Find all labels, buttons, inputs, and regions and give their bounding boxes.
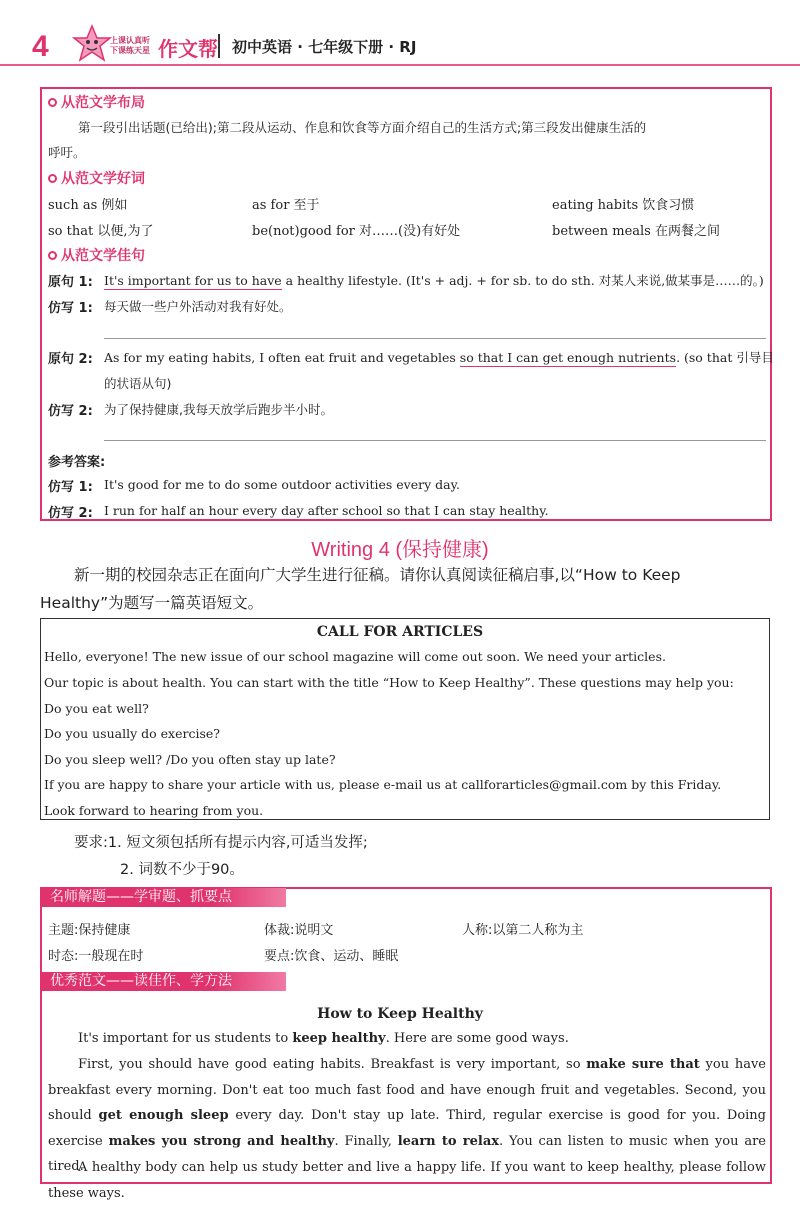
original-sentence-2-note: 的状语从句) [104,376,172,391]
imitation-2-label: 仿写 2: [48,404,93,419]
book-title: 初中英语 · 七年级下册 · RJ [232,38,417,56]
call-line: Do you sleep well? /Do you often stay up late? [44,752,336,767]
layout-text-line1: 第一段引出话题(已给出);第二段从运动、作息和饮食等方面介绍自己的生活方式;第三段发出健康生活的 [78,120,647,135]
original-sentence-1-label: 原句 1: [48,275,93,290]
layout-heading: 从范文学布局 [48,92,145,112]
brand-divider [218,34,220,58]
header-rule [0,64,800,66]
analysis-band-title: 名师解题——学审题、抓要点 [42,888,286,907]
answer-2-label: 仿写 2: [48,506,93,521]
phrase: eating habits 饮食习惯 [552,198,695,213]
original-sentence-2-label: 原句 2: [48,352,93,367]
theme-row: 主题:保持健康 [48,923,131,938]
circle-bullet-icon [48,251,57,260]
mascot-logo-icon [72,24,112,64]
imitation-2-prompt: 为了保持健康,我每天放学后跑步半小时。 [104,402,333,417]
original-sentence-1: It's important for us to have a healthy lifestyle. (It's + adj. + for sb. to do sth. 对某人来说,做某事是……的。) [104,273,764,288]
writing-intro-line2: Healthy”为题写一篇英语短文。 [40,594,264,612]
writing-intro-line1: 新一期的校园杂志正在面向广大学生进行征稿。请你认真阅读征稿启事,以“How to Keep [74,566,681,584]
model-essay-title: How to Keep Healthy [317,1006,483,1022]
brand-name: 作文帮 [158,37,218,61]
answer-1-label: 仿写 1: [48,480,93,495]
requirement-2: 2. 词数不少于90。 [120,862,244,878]
model-band-title: 优秀范文——读佳作、学方法 [42,972,286,991]
call-for-articles-title: CALL FOR ARTICLES [316,624,484,640]
circle-bullet-icon [48,98,57,107]
circle-bullet-icon [48,174,57,183]
answers-heading: 参考答案: [48,455,106,470]
original-sentence-2: As for my eating habits, I often eat fruit and vegetables so that I can get enough nutrients. (so that 引导目 [104,350,774,365]
call-line: Do you usually do exercise? [44,726,220,741]
call-line: If you are happy to share your article with us, please e-mail us at callforarticles@gmail.com by this Friday. [44,777,722,792]
imitation-1-label: 仿写 1: [48,301,93,316]
phrase: so that 以便,为了 [48,224,154,239]
call-line: Our topic is about health. You can start with the title “How to Keep Healthy”. These questions may help you: [44,675,734,690]
tense-row: 时态:一般现在时 [48,949,144,964]
phrase: between meals 在两餐之间 [552,224,720,239]
points-row: 要点:饮食、运动、睡眠 [264,949,399,964]
call-line: Hello, everyone! The new issue of our school magazine will come out soon. We need your articles. [44,649,666,664]
page-number: 4 [32,30,49,63]
phrase: be(not)good for 对……(没)有好处 [252,224,461,239]
model-paragraph-3: A healthy body can help us study better and live a happy life. If you want to keep healthy, please follow these ways. [48,1160,766,1201]
answer-2: I run for half an hour every day after school so that I can stay healthy. [104,503,549,518]
words-heading: 从范文学好词 [48,168,145,188]
layout-text-line2: 呼吁。 [48,145,86,160]
imitation-1-prompt: 每天做一些户外活动对我有好处。 [104,299,292,314]
sentences-heading: 从范文学佳句 [48,245,145,265]
phrase: as for 至于 [252,198,320,213]
call-line: Look forward to hearing from you. [44,803,264,818]
call-line: Do you eat well? [44,701,149,716]
slogan: 上课认真听 下课练天星 [110,36,150,55]
model-paragraph-1: It's important for us students to keep healthy. Here are some good ways. [78,1031,569,1046]
requirement-1: 要求:1. 短文须包括所有提示内容,可适当发挥; [74,835,368,851]
writing-title: Writing 4 (保持健康) [311,539,489,561]
person-row: 人称:以第二人称为主 [462,923,584,938]
answer-1: It's good for me to do some outdoor activities every day. [104,477,460,492]
phrase: such as 例如 [48,198,128,213]
genre-row: 体裁:说明文 [264,923,334,938]
model-paragraph-2: First, you should have good eating habits. Breakfast is very important, so make sure that you have breakfast every morning. Don't eat too much fast food and have enough fruit and vegetables. Second, you should get enough sleep every day. Don't stay up late. Third, regular exercise is good for you. Doing exercise makes you strong and healthy. Finally, learn to relax. You can listen to music when you are tired. [48,1057,766,1174]
answer-blank-line [104,338,766,339]
answer-blank-line [104,440,766,441]
